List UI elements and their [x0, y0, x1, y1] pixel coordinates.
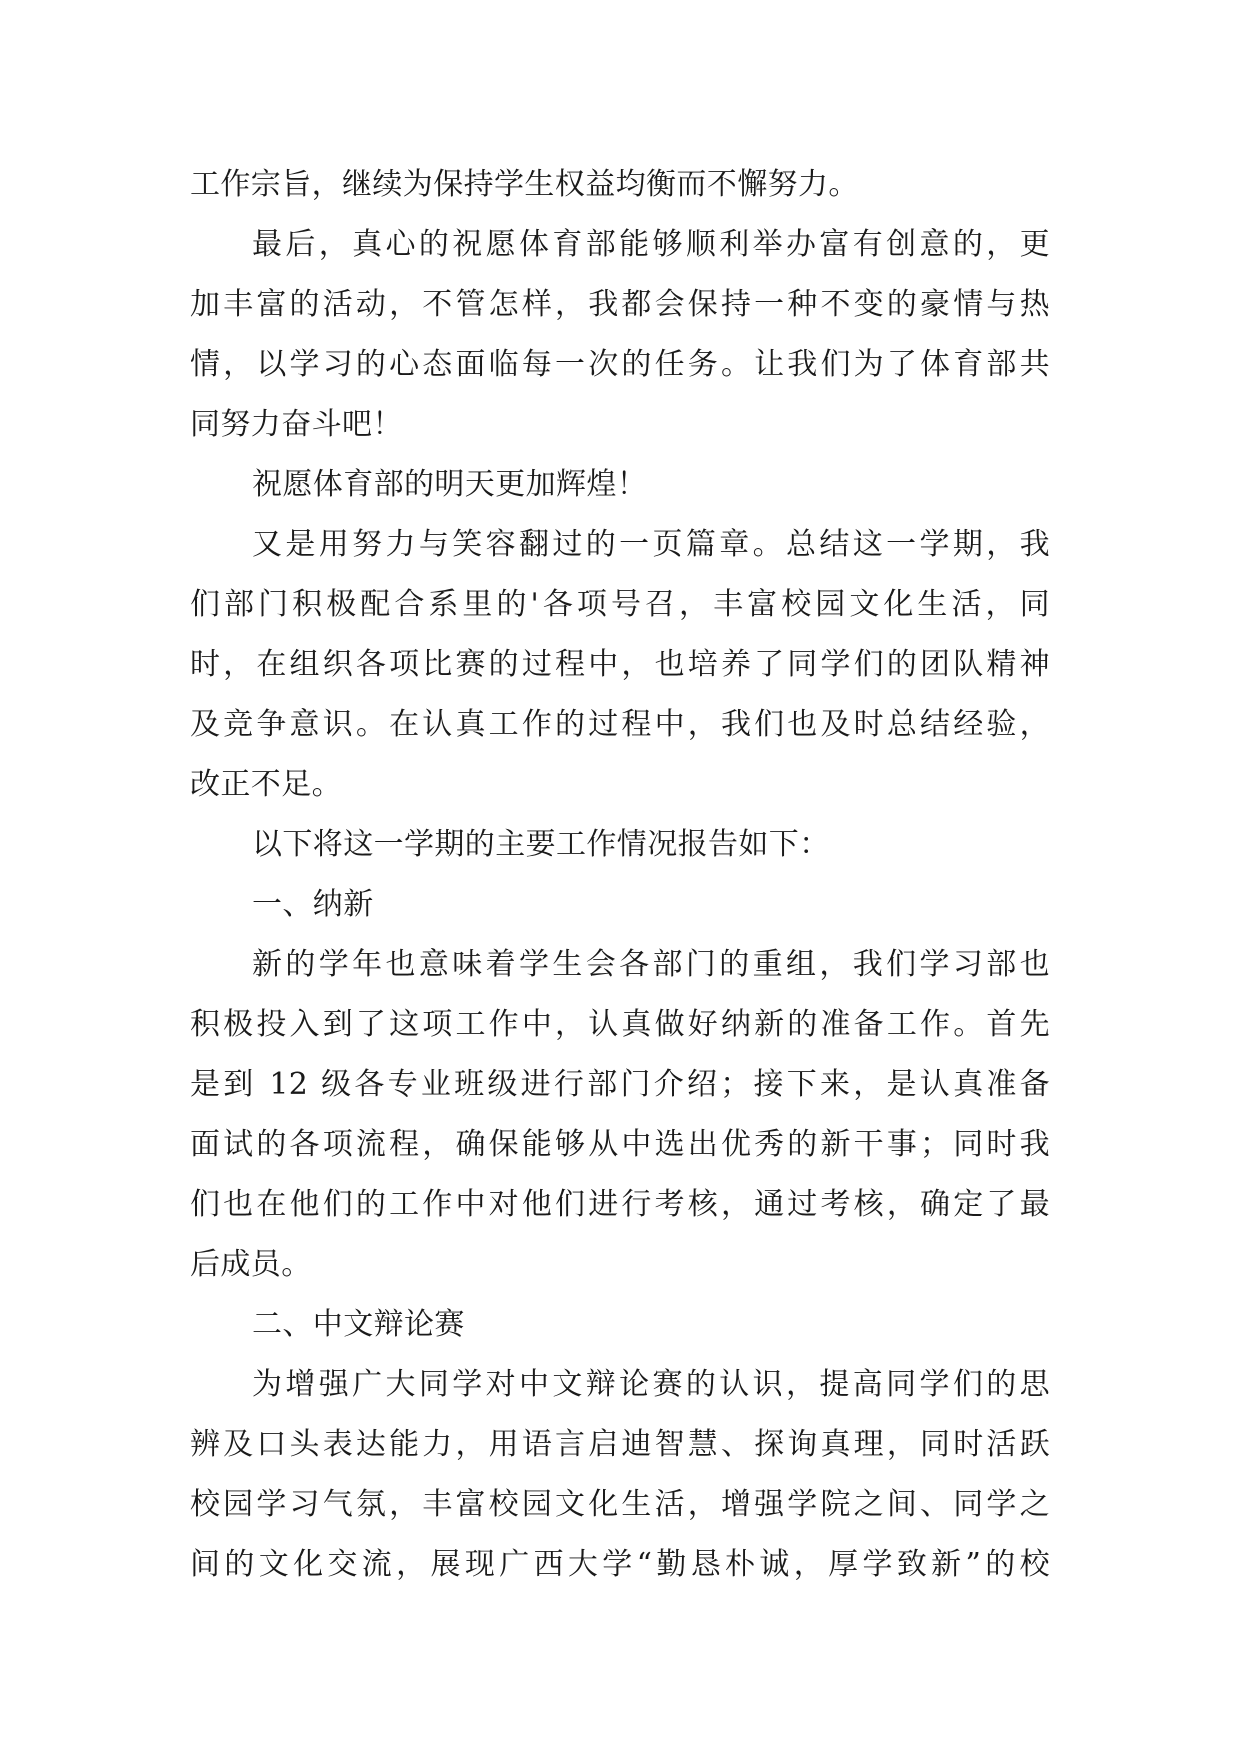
- text-line: 辨及口头表达能力，用语言启迪智慧、探询真理，同时活跃: [190, 1427, 1050, 1462]
- text-line: 校园学习气氛，丰富校园文化生活，增强学院之间、同学之: [190, 1487, 1050, 1522]
- text-line: 又是用努力与笑容翻过的一页篇章。总结这一学期，我: [252, 527, 1050, 562]
- text-line: 们部门积极配合系里的'各项号召，丰富校园文化生活，同: [190, 587, 1050, 622]
- section-heading: 一、纳新: [252, 887, 374, 922]
- document-body: [190, 155, 1050, 1595]
- text-line: 面试的各项流程，确保能够从中选出优秀的新干事；同时我: [190, 1127, 1050, 1162]
- text-line: 以下将这一学期的主要工作情况报告如下：: [252, 827, 830, 862]
- text-line: 最后，真心的祝愿体育部能够顺利举办富有创意的，更: [252, 227, 1050, 262]
- text-line: 新的学年也意味着学生会各部门的重组，我们学习部也: [252, 947, 1050, 982]
- text-line: 们也在他们的工作中对他们进行考核，通过考核，确定了最: [190, 1187, 1050, 1222]
- section-heading: 二、中文辩论赛: [252, 1307, 465, 1342]
- text-line: 工作宗旨，继续为保持学生权益均衡而不懈努力。: [190, 167, 859, 202]
- text-line: 后成员。: [190, 1247, 312, 1282]
- text-line: 加丰富的活动，不管怎样，我都会保持一种不变的豪情与热: [190, 287, 1050, 322]
- text-line: 为增强广大同学对中文辩论赛的认识，提高同学们的思: [252, 1367, 1050, 1402]
- text-line: 间的文化交流，展现广西大学“勤恳朴诚，厚学致新”的校: [190, 1547, 1050, 1582]
- text-line: 是到 12 级各专业班级进行部门介绍；接下来，是认真准备: [190, 1067, 1050, 1102]
- text-line: 祝愿体育部的明天更加辉煌！: [252, 467, 648, 502]
- text-line: 同努力奋斗吧！: [190, 407, 403, 442]
- text-line: 及竞争意识。在认真工作的过程中，我们也及时总结经验，: [190, 707, 1050, 742]
- text-line: 改正不足。: [190, 767, 342, 802]
- text-line: 时，在组织各项比赛的过程中，也培养了同学们的团队精神: [190, 647, 1050, 682]
- text-line: 积极投入到了这项工作中，认真做好纳新的准备工作。首先: [190, 1007, 1050, 1042]
- text-line: 情，以学习的心态面临每一次的任务。让我们为了体育部共: [190, 347, 1050, 382]
